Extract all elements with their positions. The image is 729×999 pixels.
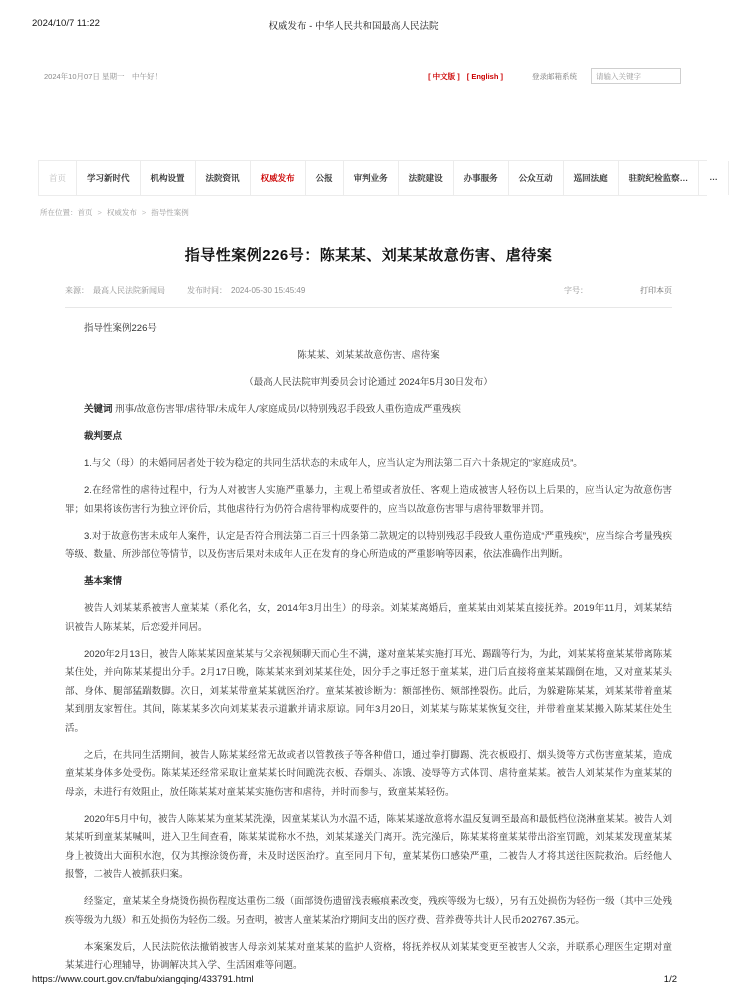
section-heading: 裁判要点 [84,431,123,442]
lang-english-link[interactable]: [ English ] [466,71,503,81]
nav-item-home[interactable]: 首页 [38,161,77,195]
mail-login-link[interactable]: 登录邮箱系统 [532,71,577,81]
article-paragraph: 2.在经常性的虐待过程中，行为人对被害人实施严重暴力，主观上希望或者放任、客观上造成被害人轻伤以上后果的，应当认定为故意伤害罪；如果将该伤害行为独立评价后，其他虐待行为仍符合虐待罪构成要件的，应当以故意伤害罪与虐待罪数罪并罚。 [65,485,672,515]
article-paragraph: 2020年2月13日，被告人陈某某因童某某与父亲视频聊天而心生不满，遂对童某某实施打耳光、踢踹等行为，为此，刘某某将童某某带离陈某某住处，并向陈某某提出分手。2月17日晚，陈某某来到刘某某住处，因分手之事迁怒于童某某，进门后直接将童某某踹倒在地，又对童某某头部、身体、腿部猛踹数脚。次日，刘某某带童某某就医治疗。童某某被诊断为：额部挫伤、颏部挫裂伤。此后，为躲避陈某某，刘某某带着童某某到朋友家暂住。其间，陈某某多次向刘某某表示道歉并请求原谅。同年3月20日，刘某某与陈某某恢复交往，并带着童某某搬入陈某某住处生活。 [65,648,672,734]
print-footer-page-number: 1/2 [663,974,677,985]
nav-item-banshi[interactable]: 办事服务 [454,161,509,195]
meta-right [564,285,672,296]
nav-item-gongbao[interactable]: 公报 [306,161,344,195]
nav-item-jijian[interactable]: 驻院纪检监察… [619,161,700,195]
article-paragraph: 本案案发后，人民法院依法撤销被害人母亲刘某某对童某某的监护人资格，将抚养权从刘某某变更至被害人父亲，并联系心理医生定期对童某某进行心理辅导，协调解决其入学、生活困难等问题。 [65,941,672,971]
nav-item-shenpan[interactable]: 审判业务 [344,161,399,195]
publish-time-value: 2024-05-30 15:45:49 [231,286,306,295]
breadcrumb-link-2[interactable]: 指导性案例 [151,208,189,217]
print-header-title: 权威发布 - 中华人民共和国最高人民法院 [268,21,439,32]
lang-chinese-link[interactable]: [ 中文版 ] [428,71,460,81]
nav-item-gongzhong[interactable]: 公众互动 [509,161,564,195]
article-paragraph: 经鉴定，童某某全身烧烫伤损伤程度达重伤二级（面部烫伤遗留浅表瘢痕素改变，残疾等级为七级），另有五处损伤为轻伤一级（其中三处残疾等级为九级）和五处损伤为轻伤二级。另查明，被害人童某某治疗期间支出的医疗费、营养费等共计人民币202767.35元。 [65,896,672,926]
article-source [65,285,169,296]
article-paragraph: 被告人刘某某系被害人童某某（系化名，女，2014年3月出生）的母亲。刘某某离婚后，童某某由刘某某直接抚养。2019年11月，刘某某结识被告人陈某某，后恋爱并同居。 [65,603,672,633]
breadcrumb [40,207,707,218]
nav-item-zixun[interactable]: 法院资讯 [196,161,251,195]
search-input[interactable] [591,68,681,84]
nav-item-xuexi[interactable]: 学习新时代 [77,161,141,195]
article-paragraph: 3.对于故意伤害未成年人案件，认定是否符合刑法第二百三十四条第二款规定的以特别残忍手段致人重伤造成“严重残疾”，应当综合考量残疾等级、数量、所涉部位等情节，以及伤害后果对未成年人正在发育的身心所造成的严重影响等因素，依法准确作出判断。 [65,530,672,560]
nav-item-more[interactable]: … [699,161,729,195]
breadcrumb-link-1[interactable]: 权威发布 [106,208,137,217]
article-paragraph: 陈某某、刘某某故意伤害、虐待案 [297,350,440,361]
article-paragraph: （最高人民法院审判委员会讨论通过 2024年5月30日发布） [244,377,493,388]
publish-time-label: 发布时间： [187,286,227,295]
breadcrumb-separator: > [97,208,102,217]
breadcrumb-links [78,208,189,217]
topbar-date-greeting: 2024年10月07日 星期一 中午好！ [44,71,162,81]
print-footer-url: https://www.court.gov.cn/fabu/xiangqing/433791.html [32,974,254,985]
nav-item-jigou[interactable]: 机构设置 [141,161,196,195]
article-paragraph: 2020年5月中旬，被告人陈某某为童某某洗澡，因童某某认为水温不适，陈某某遂故意将水温反复调至最高和最低档位浇淋童某某。被告人刘某某听到童某某喊叫，进入卫生间查看，陈某某谎称水不热，刘某某遂关门离开。洗完澡后，陈某某将童某某带出浴室罚跪，刘某某发现童某某身上被烫出大面积水泡，仅为其擦涂烫伤膏，未及时送医治疗。直至同月下旬，童某某伤口感染严重，二被告人才将其送往医院救治。后经他人报警，二被告人被抓获归案。 [65,813,672,880]
article-paragraph: 之后，在共同生活期间，被告人陈某某经常无故或者以管教孩子等各种借口，通过拳打脚踢、洗衣板殴打、烟头烫等方式伤害童某某，造成童某某身体多处受伤。陈某某还经常采取让童某某长时间跪洗衣板、吞烟头、冻饿、凌辱等方式体罚、虐待童某某。被告人刘某某作为童某某的母亲，未进行有效阻止，放任陈某某对童某某实施伤害和虐待，并时而参与，致童某某轻伤。 [65,749,672,798]
print-header-datetime: 2024/10/7 11:22 [32,18,100,29]
breadcrumb-link-0[interactable]: 首页 [77,208,93,217]
nav-item-quanwei[interactable]: 权威发布 [251,161,306,195]
article-publish-time [187,285,309,296]
source-label: 来源： [65,286,89,295]
article-paragraph: 1.与父（母）的未婚同居者处于较为稳定的共同生活状态的未成年人，应当认定为刑法第二百六十条规定的“家庭成员”。 [84,458,583,469]
site-topbar [44,68,681,84]
article [65,244,672,976]
article-paragraph: 关键词 刑事/故意伤害罪/虐待罪/未成年人/家庭成员/以特别残忍手段致人重伤造成严重残疾 [84,404,461,415]
main-nav [38,160,718,196]
breadcrumb-prefix: 所在位置： [40,208,78,217]
article-paragraph: 指导性案例226号 [84,323,157,334]
breadcrumb-separator: > [141,208,147,217]
nav-item-xunhui[interactable]: 巡回法庭 [564,161,619,195]
font-size-label: 字号： [564,286,588,295]
article-meta [65,285,672,308]
article-body [65,320,672,976]
print-header [0,0,707,30]
page-title: 指导性案例226号：陈某某、刘某某故意伤害、虐待案 [184,247,553,264]
print-page-button[interactable]: 打印本页 [640,286,672,295]
source-value: 最高人民法院新闻局 [93,286,165,295]
nav-item-jianshe[interactable]: 法院建设 [399,161,454,195]
section-heading: 基本案情 [84,576,123,587]
